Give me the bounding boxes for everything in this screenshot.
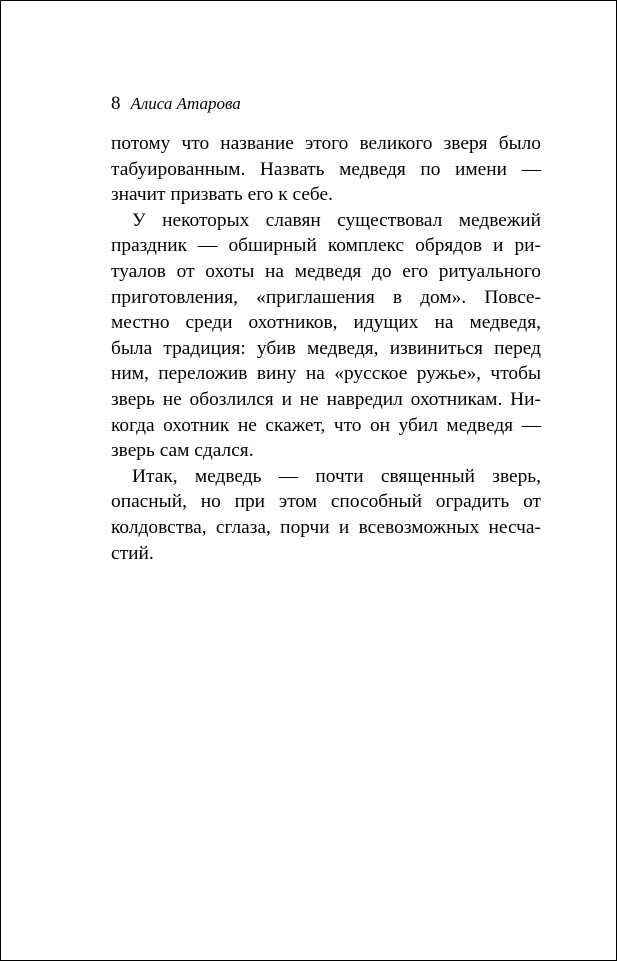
text-line: значит призвать его к себе. xyxy=(111,184,333,206)
page-number: 8 xyxy=(111,93,121,114)
paragraph xyxy=(111,131,541,208)
paragraph xyxy=(111,464,541,566)
text-line: колдовства, сглаза, порчи и всевозможных несча- xyxy=(111,516,541,538)
text-line: когда охотник не скажет, что он убил медведя — xyxy=(111,414,541,436)
text-line: приготовления, «приглашения в дом». Повсе- xyxy=(111,286,541,308)
text-line: стий. xyxy=(111,542,154,564)
text-line: зверь не обозлился и не навредил охотникам. Ни- xyxy=(111,388,541,410)
text-line: праздник — обширный комплекс обрядов и ри- xyxy=(111,235,541,257)
body-text xyxy=(111,131,541,566)
text-line: ним, переложив вину на «русское ружье», чтобы xyxy=(111,363,541,385)
text-line: опасный, но при этом способный оградить от xyxy=(111,491,541,513)
paragraph xyxy=(111,208,541,464)
running-head xyxy=(111,93,241,115)
text-line: Итак, медведь — почти священный зверь, xyxy=(132,465,541,487)
text-line: потому что название этого великого зверя было xyxy=(111,133,541,154)
text-line: табуированным. Назвать медведя по имени — xyxy=(111,158,541,180)
text-line: была традиция: убив медведя, извиниться перед xyxy=(111,337,541,359)
text-line: местно среди охотников, идущих на медведя, xyxy=(111,312,541,334)
author-name: Алиса Атарова xyxy=(130,94,241,113)
text-line: зверь сам сдался. xyxy=(111,440,254,462)
text-line: туалов от охоты на медведя до его ритуального xyxy=(111,260,541,282)
text-line: У некоторых славян существовал медвежий xyxy=(132,209,541,231)
